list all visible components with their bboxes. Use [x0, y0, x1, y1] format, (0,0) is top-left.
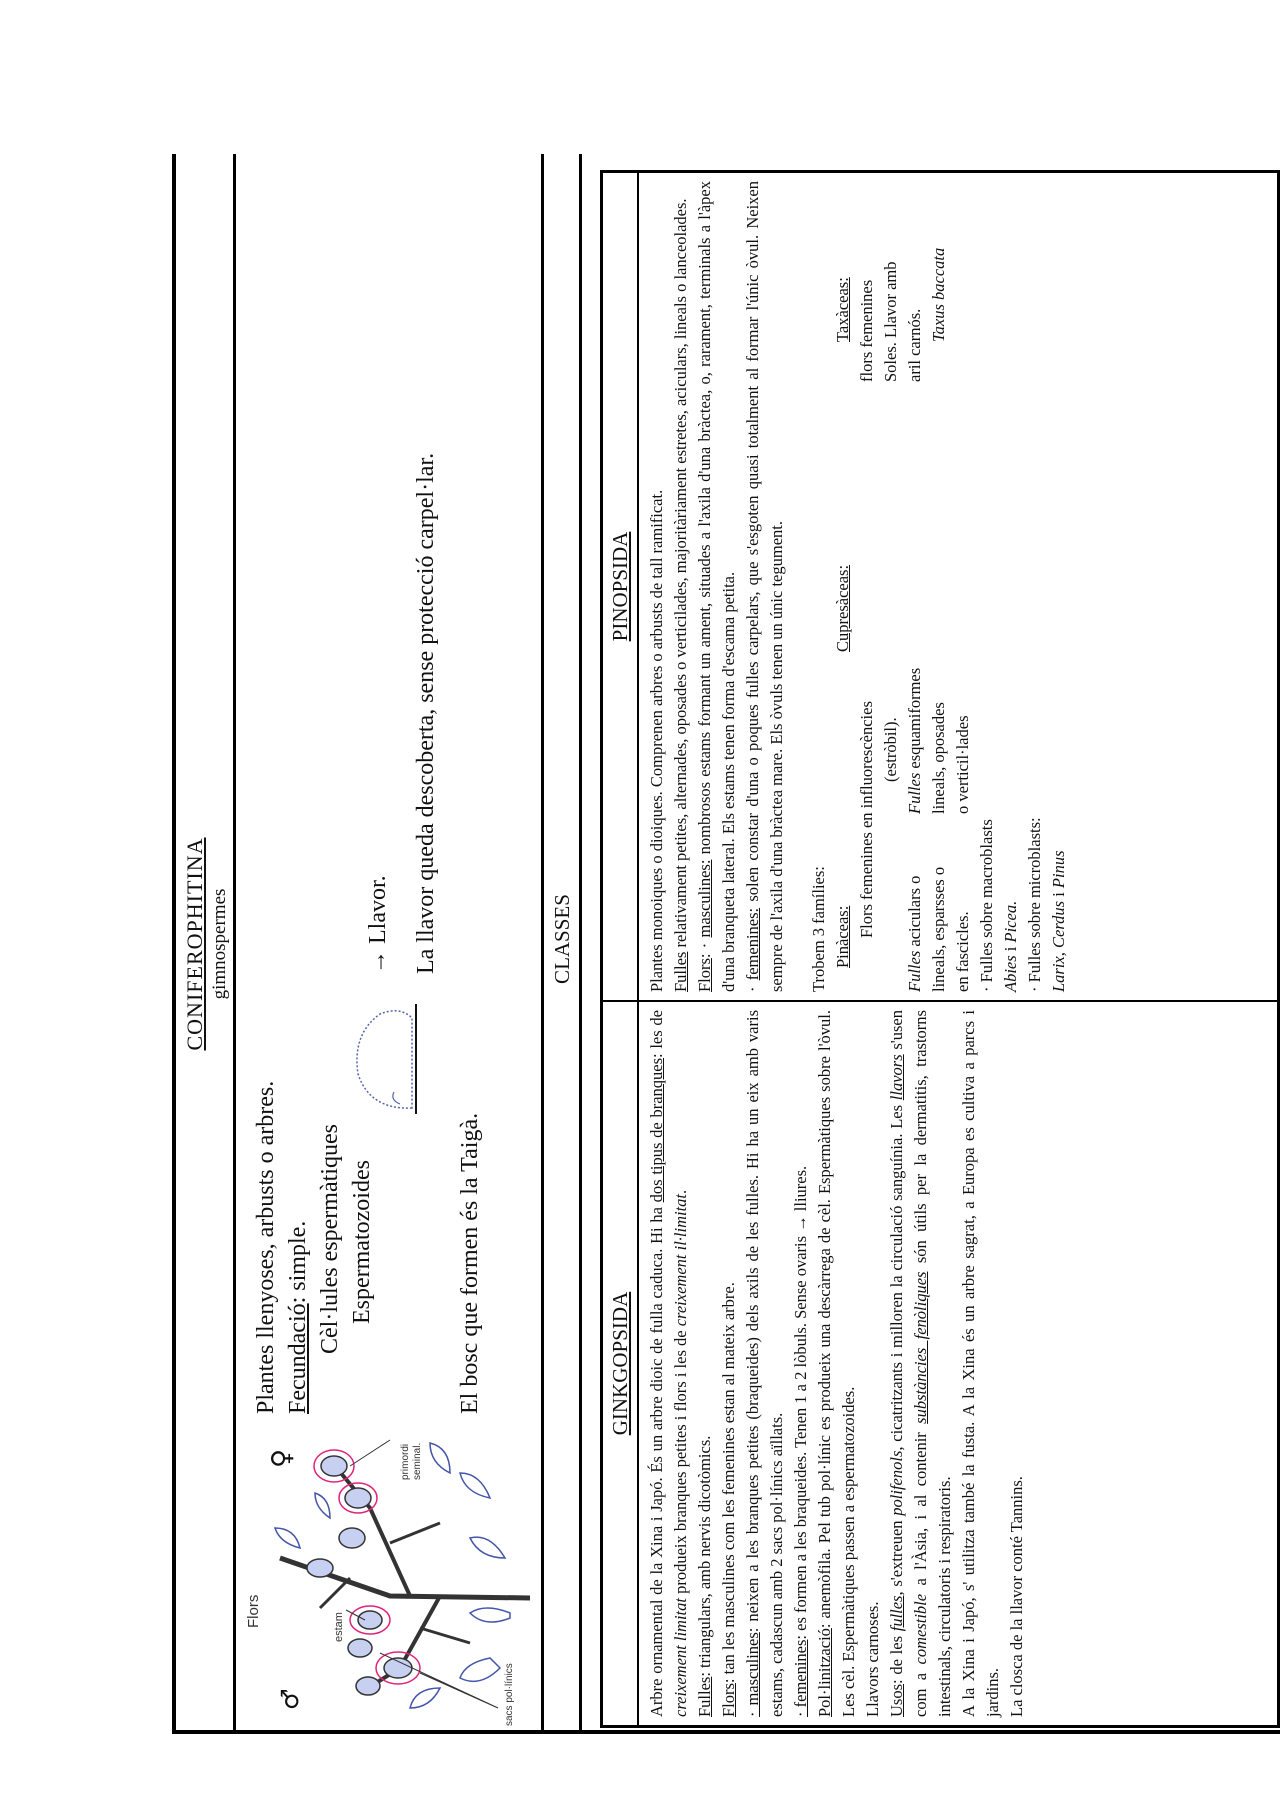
ginkgo-masculines	[741, 1010, 789, 1717]
text: i	[1001, 942, 1020, 956]
ginkgopsida-column	[600, 1000, 1280, 1728]
text: Abies	[1001, 955, 1020, 992]
text: Fulles	[695, 1676, 714, 1717]
text: Flors	[719, 1683, 738, 1717]
taxaceas-line-2: Soles. Llavor amb	[881, 261, 900, 382]
pinaceas-line-2: (estròbil).	[881, 717, 900, 782]
pino-femenines	[741, 181, 789, 992]
page-title: CONIFEROPHITINA	[182, 837, 207, 1051]
text: comestible	[911, 1593, 930, 1665]
text: Pol·linització	[815, 1628, 834, 1717]
pinaceas-line-4: lineals, esparsses o	[929, 866, 948, 992]
seed-sketch-icon	[350, 1004, 420, 1114]
text: masculines:	[695, 859, 714, 938]
text: Usos	[887, 1683, 906, 1717]
text: Fulles	[905, 772, 924, 814]
families-intro: Trobem 3 famílies:	[809, 866, 828, 992]
text: Fulles	[905, 950, 924, 992]
male-symbol-icon: ♂	[276, 1688, 304, 1710]
intro-section	[236, 154, 544, 1734]
label-primordi-2: seminal.	[412, 1442, 423, 1480]
text: dos tipus de branques	[647, 1057, 666, 1203]
pino-paragraph-1: Plantes monoiques o dioiques. Comprenen arbres o arbusts de tall ramificat.	[647, 489, 666, 992]
taxaceas-line-1: flors femenines	[857, 279, 876, 382]
text: : neixen a les branques petites (braqueides) dels axils de les fulles. Hi ha un eix amb varis estams, cadascun amb 2 sacs pol·línics aïllats.	[743, 1009, 786, 1717]
fecundacio-value: : simple.	[285, 1220, 311, 1304]
ginkgopsida-title: GINKGOPSIDA	[603, 1002, 639, 1725]
text: Pinus	[1049, 850, 1068, 889]
intro-llavor-note: La llavor queda descoberta, sense protecció carpel·lar.	[413, 452, 439, 974]
pinaceas-line-1: Flors femenines en influorescències	[857, 701, 876, 938]
text: són útils per la dermatitis, trastorns intestinals, circulatoris i respiratoris.	[911, 1010, 954, 1717]
fecundacio-label: Fecundació	[285, 1303, 311, 1414]
text: i	[1049, 888, 1068, 901]
intro-line-1: Plantes llenyoses, arbusts o arbres.	[253, 1080, 279, 1414]
text: polifenols	[887, 1450, 906, 1516]
text: substàncies fenòliques	[911, 1271, 930, 1424]
intro-line-3: Cèl·lules espermàtiques	[317, 1124, 343, 1354]
label-sacs: sacs pol·línics	[504, 1663, 515, 1726]
ginkgo-llavors: Llavors carnoses.	[863, 1601, 882, 1717]
text: : les de	[647, 1010, 666, 1058]
text: , s'extreuen	[887, 1515, 906, 1596]
pinopsida-body	[639, 173, 1087, 1000]
text: nombrosos estams formant un ament, situades a l'axila d'una bràctea, o, rarament, terminals a l'àpex d'una branqueta lateral. Els estams tenen forma d'escama petita.	[695, 181, 738, 992]
text: llavors	[887, 1054, 906, 1101]
text: solen constar d'una o poques fulles carpelars, que s'esgoten quasi totalment al formar l'únic òvul. Neixen sempre de l'axila d'una bràctea mare. Els òvuls tenen un únic tegument.	[743, 181, 786, 992]
pino-flors	[693, 181, 741, 992]
label-primordi-1: primordi	[400, 1443, 411, 1480]
intro-arrow-llavor: → Llavor.	[365, 875, 391, 974]
text: · femenines	[791, 1639, 810, 1717]
text: esquamiformes	[905, 667, 924, 773]
cupresaceas-title: Cupresàceas:	[833, 564, 852, 652]
text: aciculars o	[905, 875, 924, 951]
text: Larix, Cerdus	[1049, 900, 1068, 992]
taxaceas-title: Taxàceas:	[833, 277, 852, 342]
pinaceas-line-5: en fascicles.	[953, 911, 972, 992]
female-symbol-icon: ♀	[267, 1448, 297, 1468]
text: femenines:	[743, 907, 762, 981]
family-pinaceas-leaves	[903, 817, 1071, 992]
text: a l'Àsia, i al contenir	[911, 1423, 930, 1594]
flower-diagram	[240, 1428, 536, 1728]
ginkgo-pollinitzacio	[813, 1010, 861, 1717]
pinaceas-line-6: · Fulles sobre macroblasts	[977, 819, 996, 992]
text: ·	[743, 980, 762, 992]
text: produeix branques petites i flors i les de	[671, 1326, 690, 1599]
text: Arbre ornamental de la Xina i Japó. És un arbre dioic de fulla caduca. Hi ha	[647, 1202, 666, 1717]
text: : tan les masculines com les femenines estan al mateix arbre.	[719, 1282, 738, 1684]
rotated-sheet	[172, 154, 1280, 1734]
text: Picea.	[1001, 900, 1020, 943]
cupresaceas-line-2: lineals, oposades	[929, 702, 948, 814]
ginkgo-femenines	[789, 1010, 813, 1717]
pinopsida-column	[600, 170, 1280, 1000]
text: Fulles	[671, 951, 690, 992]
family-cupresaceas-title-wrap	[831, 565, 855, 762]
title-band	[172, 154, 236, 1734]
ginkgo-fulles	[693, 1010, 717, 1717]
text: s'usen com a	[887, 1009, 930, 1717]
text: : de les	[887, 1631, 906, 1684]
ginkgo-usos	[885, 1010, 957, 1717]
intro-bosc: El bosc que formen és la Taigà.	[457, 1112, 483, 1414]
taxaceas-line-4: Taxus baccata	[929, 247, 948, 342]
text: creixement il·limitat	[671, 1194, 690, 1327]
text: relativament petites, alternades, oposades o verticilades, majoritàriament estretes, aciculars, lineals o lanceolades.	[671, 198, 690, 952]
ginkgo-paragraph-1	[645, 1010, 693, 1717]
text: : triangulars, amb nervis dicotòmics.	[695, 1435, 714, 1677]
text: creixement limitat	[671, 1598, 690, 1717]
taxaceas-line-3: aril carnós.	[905, 308, 924, 382]
ginkgopsida-body	[639, 1002, 1029, 1725]
text: .	[671, 1189, 690, 1194]
cupresaceas-line-3: o verticil·lades	[953, 715, 972, 814]
intro-line-2	[282, 1221, 314, 1414]
family-taxaceas	[831, 248, 951, 382]
label-estam: estam	[333, 1612, 345, 1642]
families	[807, 181, 1087, 992]
text: fulles	[887, 1595, 906, 1632]
pinopsida-title: PINOPSIDA	[603, 173, 639, 1000]
intro-line-4: Espermatozoides	[349, 1160, 375, 1324]
text: · masculines	[743, 1632, 762, 1717]
classes-label: CLASSES	[550, 894, 574, 984]
page-subtitle: gimnospermes	[209, 888, 230, 1000]
label-flors: Flors	[245, 1594, 262, 1628]
ginkgo-flors	[717, 1010, 741, 1717]
text: : anemòfila. Pel tub pol·línic es produeix una descàrrega de cèl. Espermàtiques sobre l'òvul. Les cèl. Espermàtiques passen a espermatozoides.	[815, 1010, 858, 1717]
text: : ·	[695, 937, 714, 959]
pinaceas-title: Pinàceas:	[833, 905, 852, 968]
family-cupresaceas	[903, 668, 975, 814]
text: : es formen a les braqueides. Tenen 1 a 2 lòbuls. Sense ovaris → lliures.	[791, 1165, 810, 1640]
ginkgo-xina: A la Xina i Japó, s' utilitza també la fusta. A la Xina és un arbre sagrat, a Europa es cultiva a parcs i jardins.	[959, 1010, 1002, 1717]
pino-fulles	[669, 181, 693, 992]
pinaceas-line-8: · Fulles sobre microblasts:	[1025, 817, 1044, 992]
text: , cicatritzants i milloren la circulació sanguínia. Les	[887, 1100, 906, 1451]
ginkgo-closca: La closca de la llavor conté Tannins.	[1007, 1476, 1026, 1717]
text: Flors	[695, 958, 714, 992]
classes-header	[544, 154, 582, 1734]
